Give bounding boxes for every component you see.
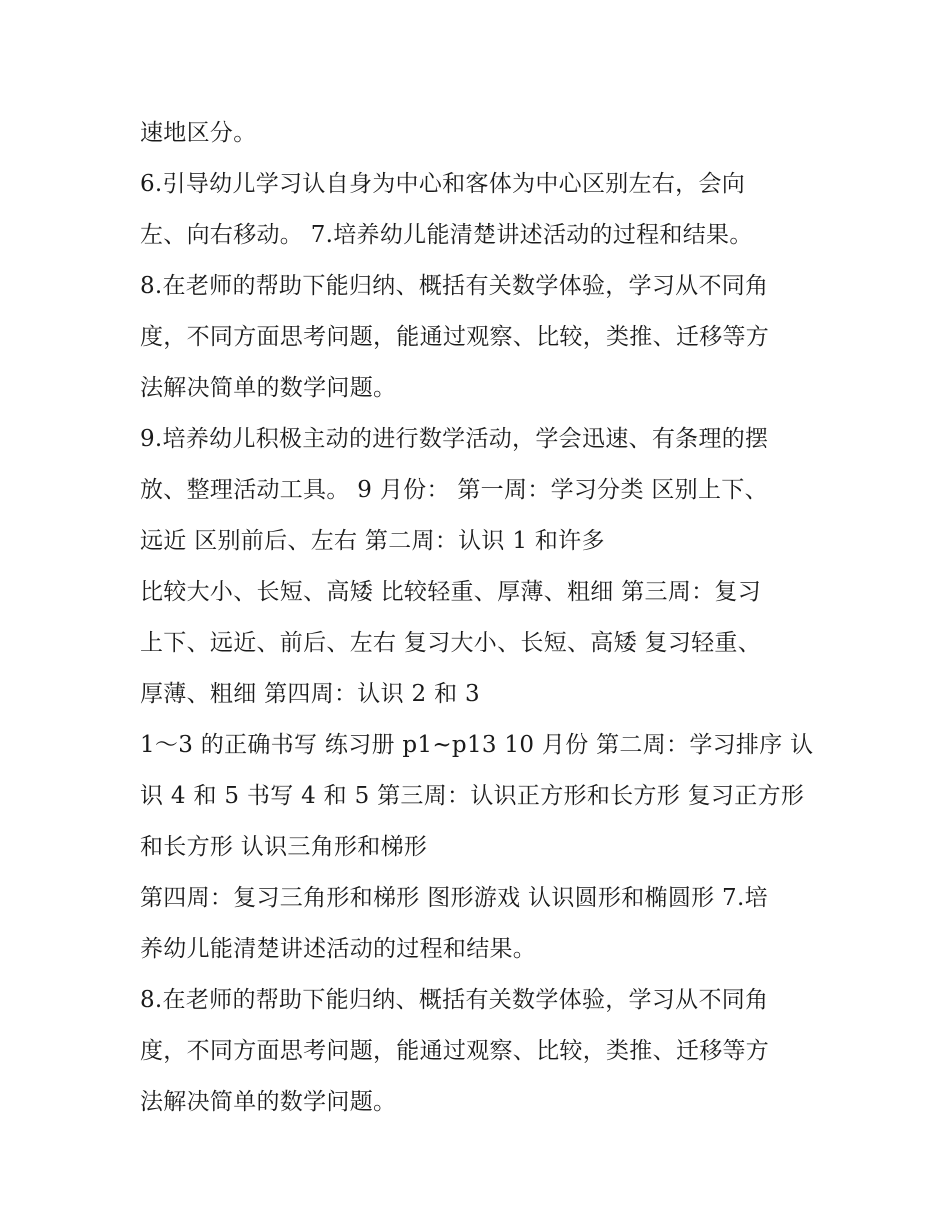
text-line: 9.培养幼儿积极主动的进行数学活动，学会迅速、有条理的摆 [140,426,769,452]
document-body [140,108,820,1128]
text-line: 上下、远近、前后、左右 复习大小、长短、高矮 复习轻重、 [140,630,762,656]
text-line: 8.在老师的帮助下能归纳、概括有关数学体验，学习从不同角 [140,987,769,1013]
text-line: 第四周：复习三角形和梯形 图形游戏 认识圆形和椭圆形 7.培 [140,885,768,911]
text-line: 和长方形 认识三角形和梯形 [140,834,428,860]
text-line: 度，不同方面思考问题，能通过观察、比较，类推、迁移等方 [140,1038,770,1064]
text-line: 比较大小、长短、高矮 比较轻重、厚薄、粗细 第三周：复习 [140,579,762,605]
text-line: 识 4 和 5 书写 4 和 5 第三周：认识正方形和长方形 复习正方形 [140,783,805,809]
text-line: 放、整理活动工具。 9 月份： 第一周：学习分类 区别上下、 [140,477,768,503]
text-line: 1～3 的正确书写 练习册 p1~p13 10 月份 第二周：学习排序 认 [140,732,814,758]
text-line: 左、向右移动。 7.培养幼儿能清楚讲述活动的过程和结果。 [140,222,753,248]
text-line: 养幼儿能清楚讲述活动的过程和结果。 [140,936,537,962]
text-line: 法解决简单的数学问题。 [140,1089,397,1115]
text-line: 度，不同方面思考问题，能通过观察、比较，类推、迁移等方 [140,324,770,350]
text-line: 厚薄、粗细 第四周：认识 2 和 3 [140,681,480,707]
text-line: 远近 区别前后、左右 第二周：认识 1 和许多 [140,528,605,554]
text-line: 法解决简单的数学问题。 [140,375,397,401]
text-line: 6.引导幼儿学习认自身为中心和客体为中心区别左右，会向 [140,171,746,197]
text-line: 8.在老师的帮助下能归纳、概括有关数学体验，学习从不同角 [140,273,769,299]
text-line: 速地区分。 [140,120,257,146]
